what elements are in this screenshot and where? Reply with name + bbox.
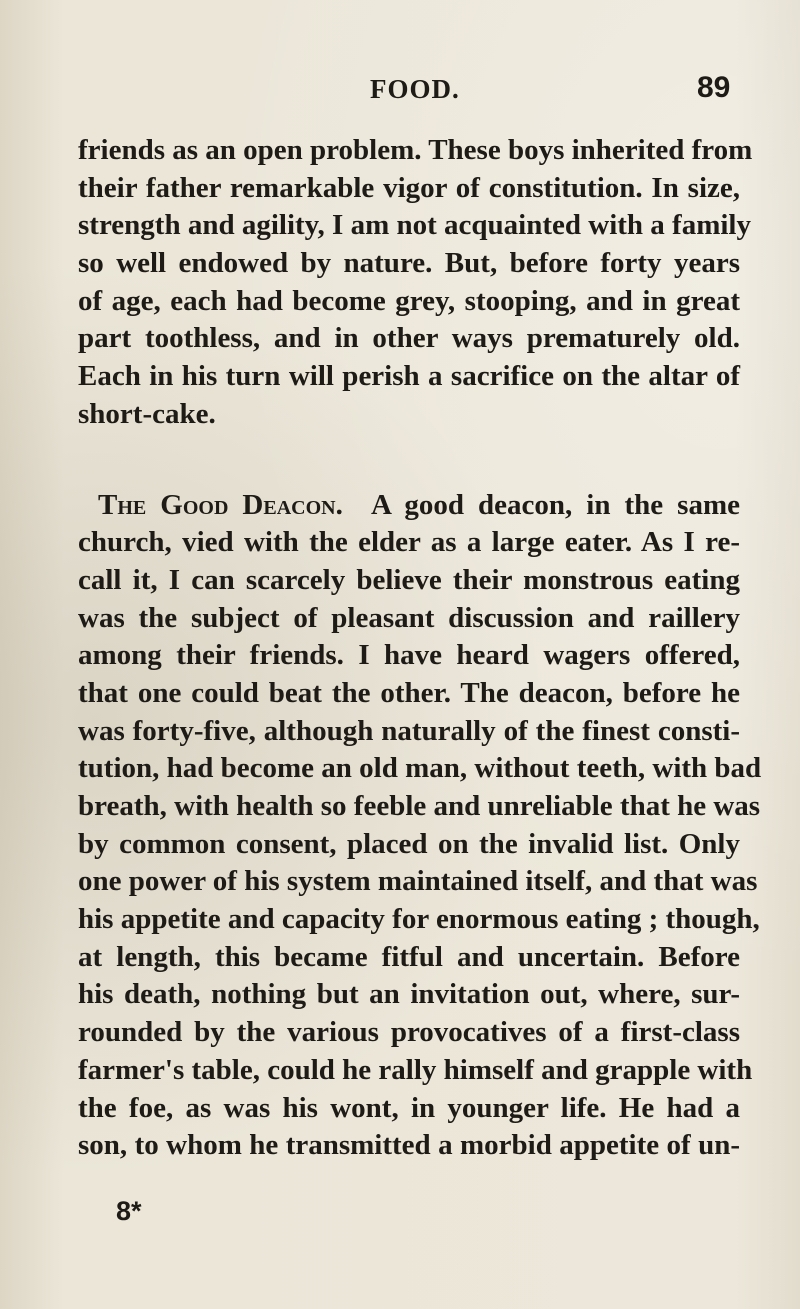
text-line: their father remarkable vigor of constitution. In size, <box>78 171 740 204</box>
text-line: son, to whom he transmitted a morbid appetite of un- <box>78 1129 740 1162</box>
section-heading: The Good Deacon. <box>98 488 343 521</box>
text-line: among their friends. I have heard wagers offered, <box>78 639 740 672</box>
text-line: rounded by the various provocatives of a first-class <box>78 1016 740 1049</box>
text-line: was the subject of pleasant discussion and raillery <box>78 601 740 634</box>
text-line: his appetite and capacity for enormous eating ; though, <box>78 903 760 936</box>
text-line: strength and agility, I am not acquainted with a family <box>78 209 751 242</box>
text-line: part toothless, and in other ways prematurely old. <box>78 322 740 355</box>
paragraph-continuation <box>78 132 753 434</box>
text-line: breath, with health so feeble and unreliable that he was <box>78 790 761 822</box>
paragraph-gap <box>78 434 740 487</box>
text-line-rest: A good deacon, in the same <box>370 488 740 521</box>
text-line: friends as an open problem. These boys inherited from <box>78 134 753 166</box>
text-line: call it, I can scarcely believe their monstrous eating <box>78 563 740 596</box>
text-line: church, vied with the elder as a large eater. As I re- <box>78 526 740 559</box>
paragraph-good-deacon <box>78 487 762 1165</box>
text-line: his death, nothing but an invitation out, where, sur- <box>78 978 740 1011</box>
text-line: one power of his system maintained itself, and that was <box>78 865 758 898</box>
text-line: Each in his turn will perish a sacrifice on the altar of <box>78 360 740 393</box>
text-line: so well endowed by nature. But, before forty years <box>78 247 740 280</box>
text-line: the foe, as was his wont, in younger life. He had a <box>78 1091 740 1124</box>
running-head-title: FOOD. <box>370 74 460 104</box>
running-head <box>0 72 800 112</box>
text-line: at length, this became fitful and uncertain. Before <box>78 940 740 973</box>
text-line: was forty-five, although naturally of the finest consti- <box>78 714 740 747</box>
text-line: short-cake. <box>78 397 216 430</box>
text-line: by common consent, placed on the invalid list. Only <box>78 827 740 860</box>
paragraph-first-line <box>78 487 740 525</box>
text-line: that one could beat the other. The deacon, before he <box>78 676 740 709</box>
signature-mark: 8* <box>116 1196 142 1226</box>
text-line: tution, had become an old man, without teeth, with bad <box>78 752 762 785</box>
body-text <box>78 132 762 1165</box>
text-line: of age, each had become grey, stooping, and in great <box>78 284 740 317</box>
page-number: 89 <box>697 71 731 104</box>
text-line: farmer's table, could he rally himself and grapple with <box>78 1053 753 1086</box>
